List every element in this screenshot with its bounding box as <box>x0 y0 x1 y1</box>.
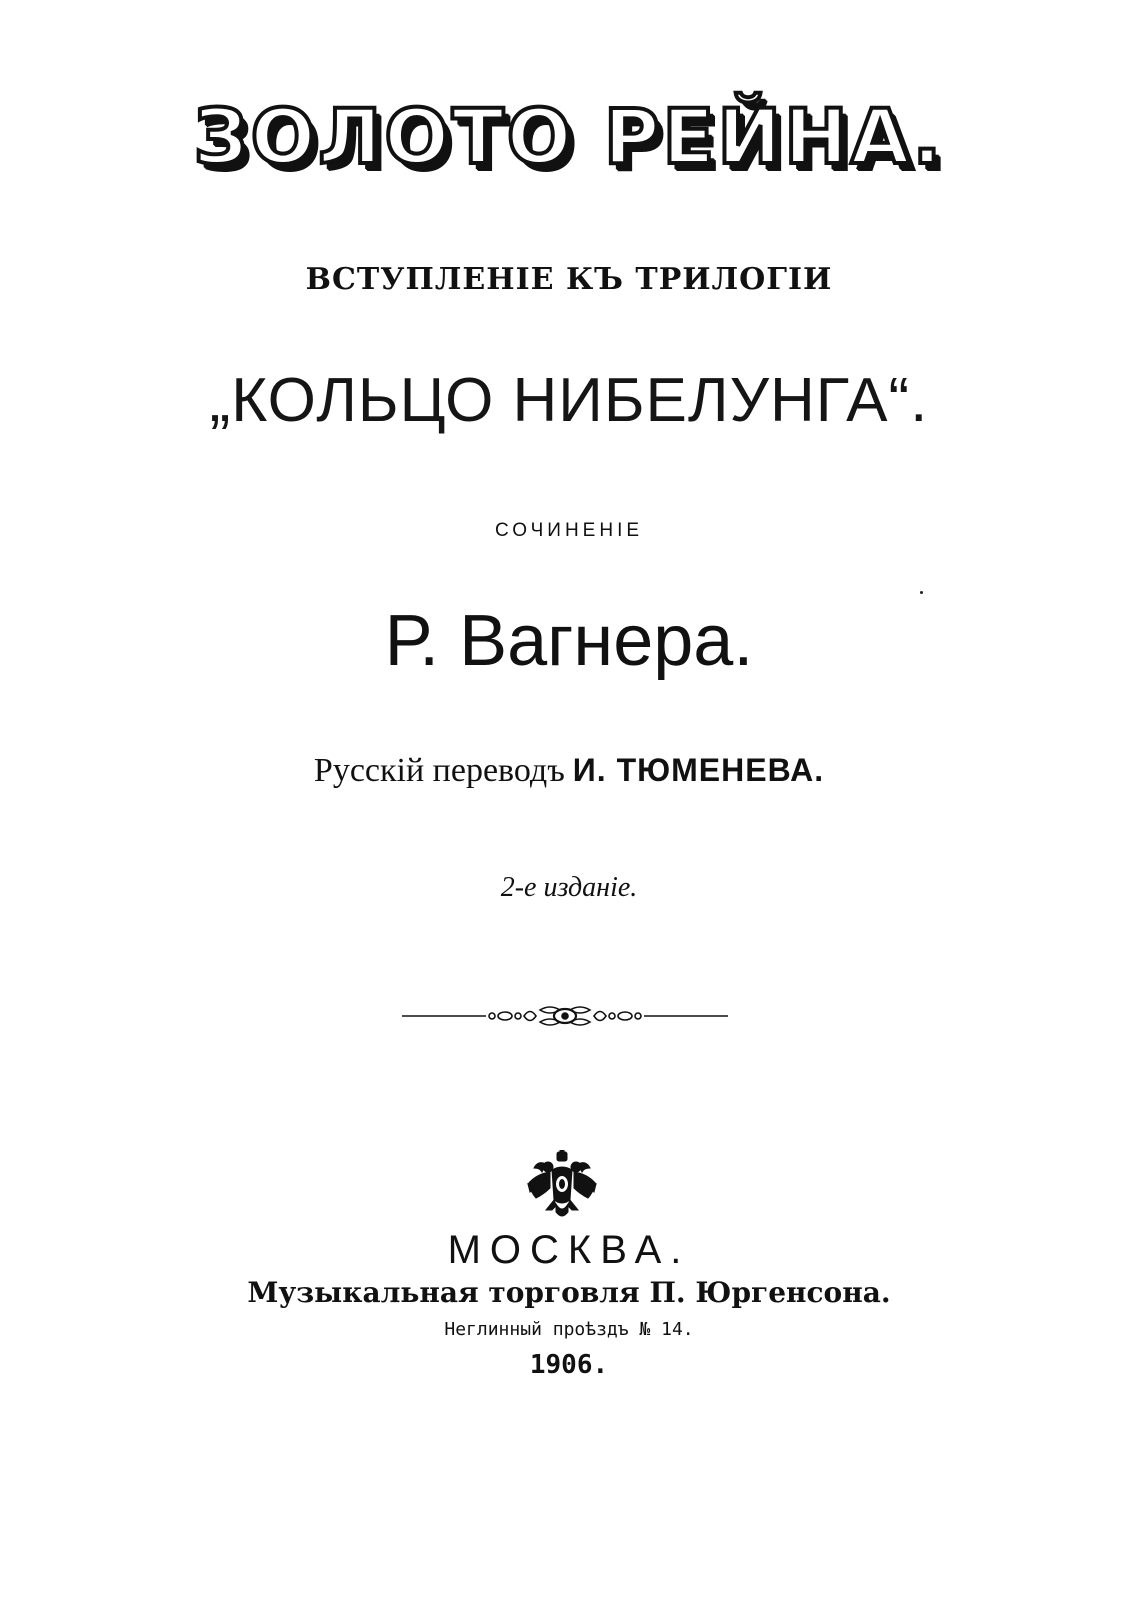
book-title: ЗОЛОТО РЕЙНА. <box>193 92 945 181</box>
work-title: „КОЛЬЦО НИБЕЛУНГА“. <box>209 366 929 435</box>
translation-prefix: Русскій переводъ <box>313 752 565 789</box>
translation-credit <box>0 752 1138 790</box>
print-speck <box>920 591 923 594</box>
edition-note: 2-е изданіе. <box>500 872 638 903</box>
double-headed-eagle-emblem <box>524 1150 600 1222</box>
author-name: Р. Вагнера. <box>384 601 754 681</box>
imprint-address: Неглинный проѣздъ № 14. <box>444 1319 694 1340</box>
translator-name: И. ТЮМЕНЕВА. <box>572 752 825 788</box>
imprint-publisher: Музыкальная торговля П. Юргенсона. <box>247 1276 891 1309</box>
imprint-city: МОСКВА. <box>447 1228 691 1272</box>
imprint-year: 1906. <box>529 1350 609 1380</box>
ornamental-divider <box>400 996 730 1036</box>
book-subtitle: ВСТУПЛЕНІЕ КЪ ТРИЛОГІИ <box>305 262 833 297</box>
composition-label: СОЧИНЕНІЕ <box>494 520 644 541</box>
